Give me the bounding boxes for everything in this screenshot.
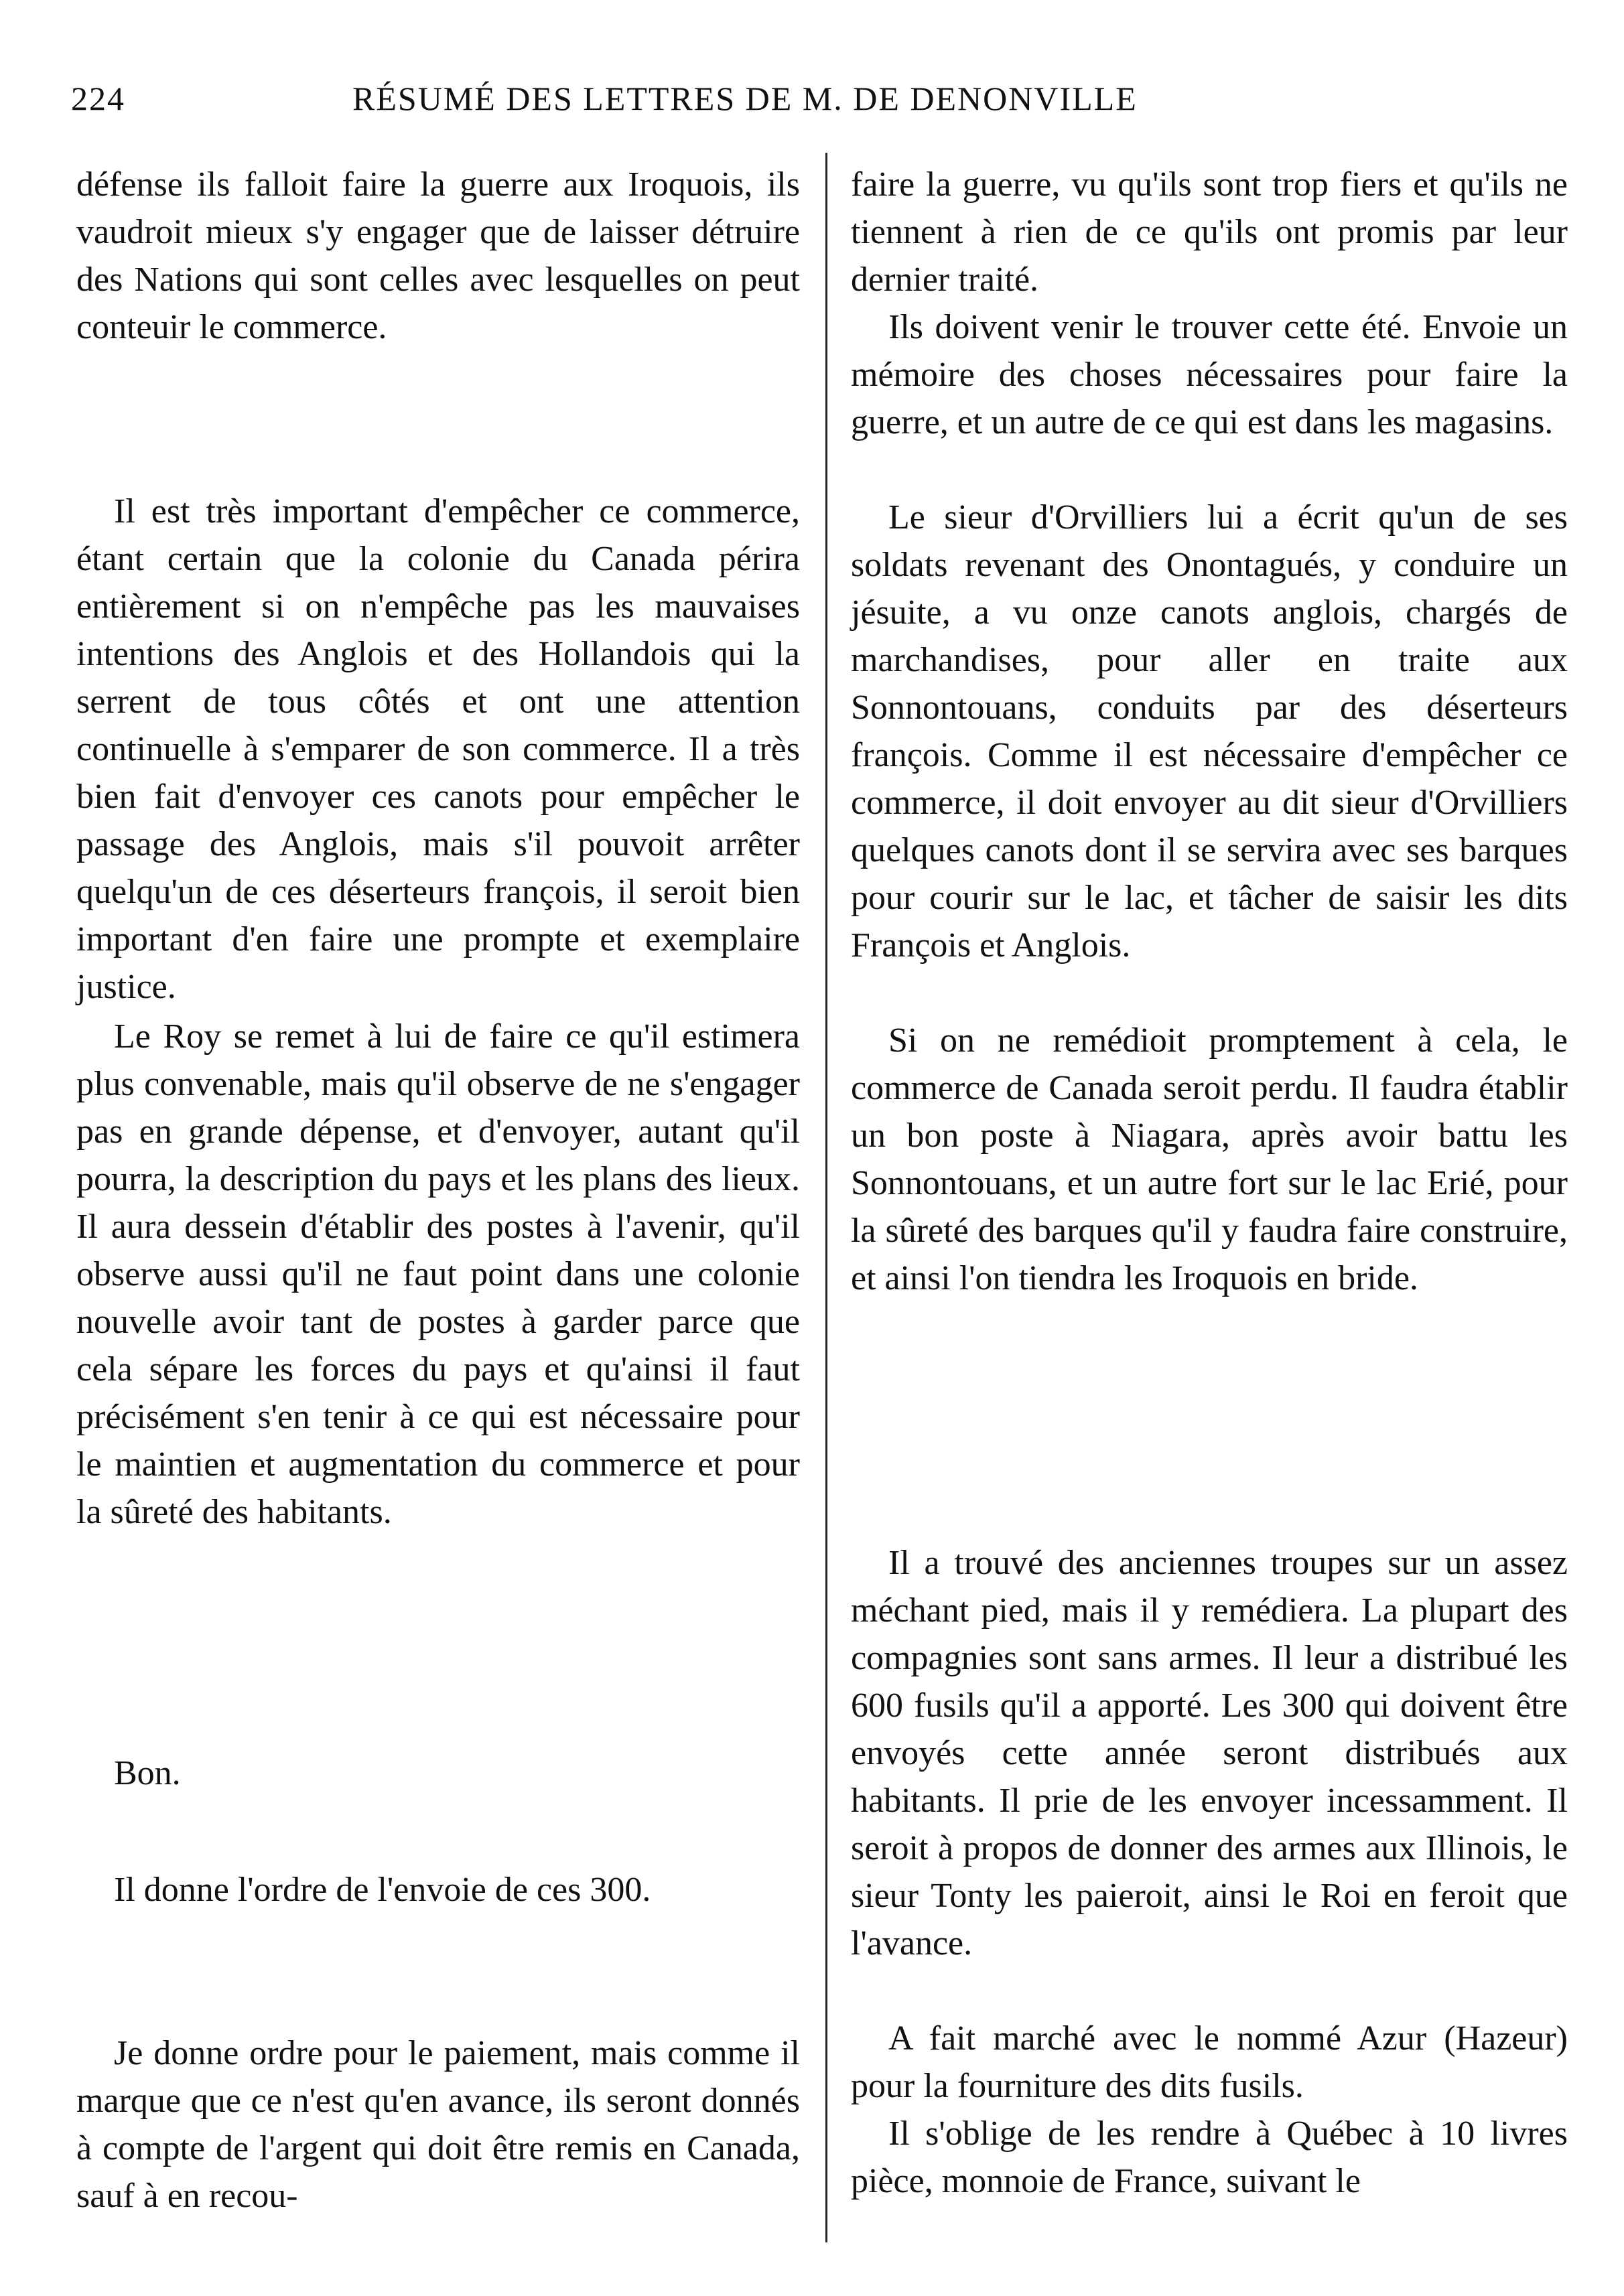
left-paragraph-4: Bon.	[114, 1754, 181, 1792]
left-paragraph-2: Il est très important d'empêcher ce commerce, étant certain que la colonie du Canada périra entièrement si on n'empêche pas les mauvaises intentions des Anglois et des Hollandois qui la serrent de tous côtés et ont une attention continuelle à s'emparer de son commerce. Il a très bien fait d'envoyer ces canots pour empêcher le passage des Anglois, mais s'il pouvoit arrêter quelqu'un de ces déserteurs françois, il seroit bien important d'en faire une prompte et exemplaire justice.	[76, 492, 800, 1006]
right-paragraph-5: Il a trouvé des anciennes troupes sur un assez méchant pied, mais il y remédiera. La plupart des compagnies sont sans armes. Il leur a distribué les 600 fusils qu'il a apporté. Les 300 qui doivent être envoyés cette année seront distribués aux habitants. Il prie de les envoyer incessamment. Il seroit à propos de donner des armes aux Illinois, le sieur Tonty les paieroit, ainsi le Roi en feroit que l'avance.	[851, 1544, 1568, 1962]
left-paragraph-3: Le Roy se remet à lui de faire ce qu'il estimera plus convenable, mais qu'il observe de ne s'engager pas en grande dépense, et d'envoyer, autant qu'il pourra, la description du pays et les plans des lieux. Il aura dessein d'établir des postes à l'avenir, qu'il observe aussi qu'il ne faut point dans une colonie nouvelle avoir tant de postes à garder parce que cela sépare les forces du pays et qu'ainsi il faut précisément s'en tenir à ce qui est nécessaire pour le maintien et augmentation du commerce et pour la sûreté des habitants.	[76, 1017, 800, 1531]
running-title: RÉSUMÉ DES LETTRES DE M. DE DENONVILLE	[352, 80, 1138, 117]
right-paragraph-1: faire la guerre, vu qu'ils sont trop fiers et qu'ils ne tiennent à rien de ce qu'ils ont promis par leur dernier traité.	[851, 165, 1568, 299]
left-paragraph-1: défense ils falloit faire la guerre aux Iroquois, ils vaudroit mieux s'y engager que de laisser détruire des Nations qui sont celles avec lesquelles on peut conteuir le commerce.	[76, 165, 800, 346]
right-paragraph-3: Le sieur d'Orvilliers lui a écrit qu'un de ses soldats revenant des Onontagués, y conduire un jésuite, a vu onze canots anglois, chargés de marchandises, pour aller en traite aux Sonnontouans, conduits par des déserteurs françois. Comme il est nécessaire d'empêcher ce commerce, il doit envoyer au dit sieur d'Orvilliers quelques canots dont il se servira avec ses barques pour courir sur le lac, et tâcher de saisir les dits François et Anglois.	[851, 498, 1568, 964]
right-paragraph-7: Il s'oblige de les rendre à Québec à 10 livres pièce, monnoie de France, suivant le	[851, 2114, 1568, 2200]
page-number: 224	[71, 80, 125, 117]
page-header	[71, 79, 1565, 133]
left-paragraph-6: Je donne ordre pour le paiement, mais comme il marque que ce n'est qu'en avance, ils seront donnés à compte de l'argent qui doit être remis en Canada, sauf à en recou-	[76, 2034, 800, 2215]
left-paragraph-5: Il donne l'ordre de l'envoie de ces 300.	[114, 1871, 651, 1909]
right-paragraph-6: A fait marché avec le nommé Azur (Hazeur) pour la fourniture des dits fusils.	[851, 2019, 1568, 2105]
right-paragraph-2: Ils doivent venir le trouver cette été. Envoie un mémoire des choses nécessaires pour faire la guerre, et un autre de ce qui est dans les magasins.	[851, 308, 1568, 441]
right-paragraph-4: Si on ne remédioit promptement à cela, le commerce de Canada seroit perdu. Il faudra établir un bon poste à Niagara, après avoir battu les Sonnontouans, et un autre fort sur le lac Erié, pour la sûreté des barques qu'il y faudra faire construire, et ainsi l'on tiendra les Iroquois en bride.	[851, 1021, 1568, 1297]
column-divider	[825, 153, 827, 2242]
